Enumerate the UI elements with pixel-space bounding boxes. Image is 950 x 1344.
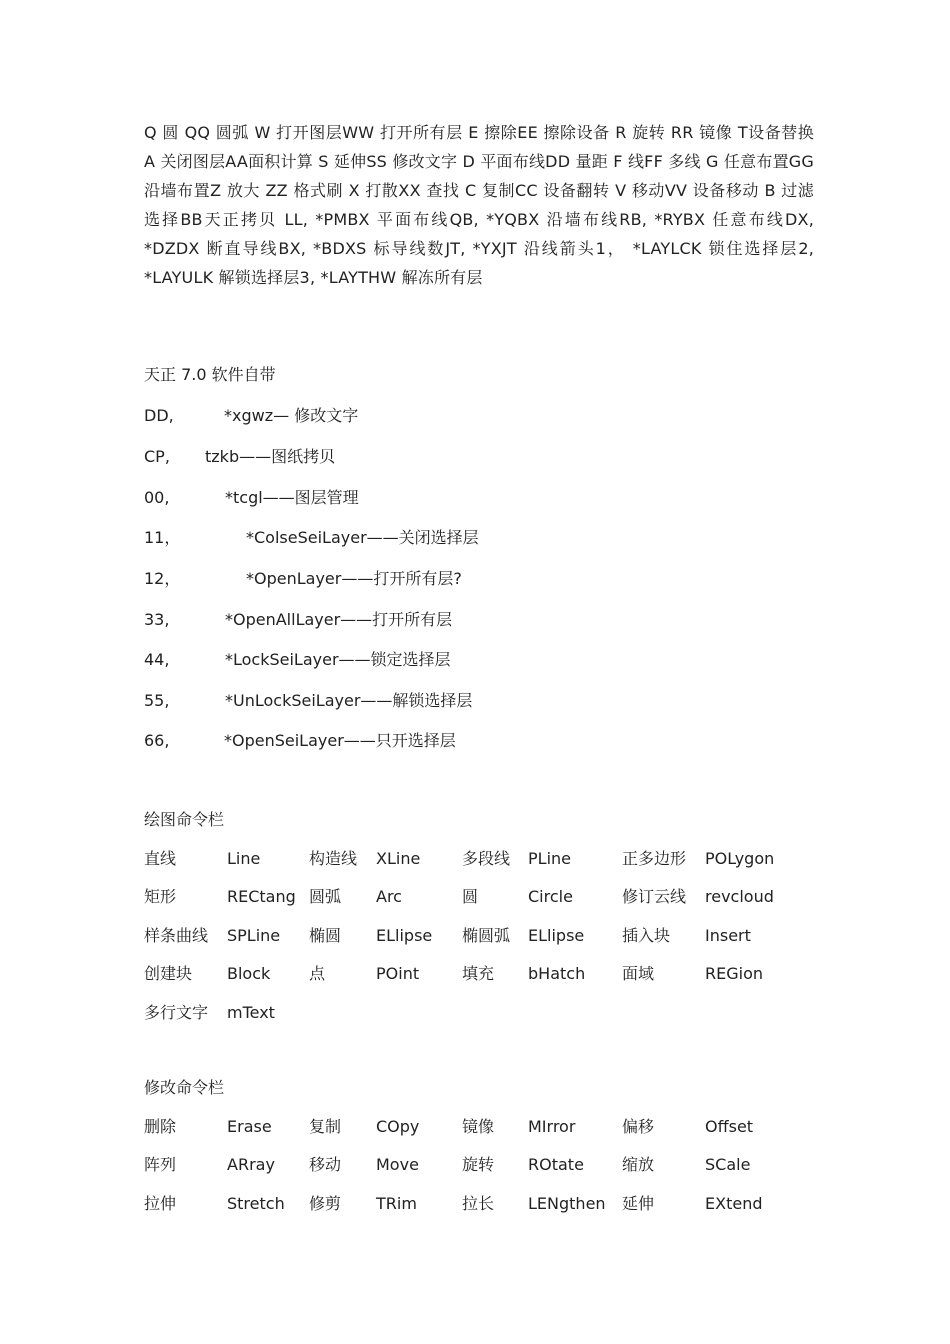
command-name-cn: 复制 <box>309 1117 342 1136</box>
command-name-cn: 镜像 <box>462 1117 495 1136</box>
command-name-en: XLine <box>376 849 421 868</box>
command-name-en: POint <box>376 964 420 984</box>
command-name-cn: 旋转 <box>462 1155 495 1175</box>
tangent-command: *tcgl——图层管理 <box>225 488 359 507</box>
command-name-cn: 拉伸 <box>144 1193 177 1213</box>
command-name-en: EXtend <box>705 1193 763 1213</box>
command-name-cn: 多段线 <box>462 849 511 868</box>
command-name-en: SCale <box>705 1155 751 1175</box>
command-name-cn: 椭圆弧 <box>462 925 511 945</box>
tangent-key: 12， <box>144 569 181 588</box>
command-name-en: TRim <box>376 1193 417 1213</box>
command-name-cn: 延伸 <box>622 1193 655 1213</box>
command-name-en: ELlipse <box>528 925 585 945</box>
tangent-line <box>144 488 359 508</box>
tangent-command: *OpenAllLayer——打开所有层 <box>225 610 453 629</box>
tangent-command: *ColseSeiLayer——关闭选择层 <box>246 528 479 547</box>
command-name-cn: 删除 <box>144 1117 177 1136</box>
command-name-cn: 移动 <box>309 1155 342 1175</box>
command-name-cn: 椭圆 <box>309 925 342 945</box>
tangent-command: *LockSeiLayer——锁定选择层 <box>225 650 451 669</box>
command-row <box>144 1154 844 1176</box>
command-name-en: Stretch <box>227 1193 285 1213</box>
command-name-en: Line <box>227 849 261 868</box>
tangent-command: *xgwz— 修改文字 <box>224 406 359 425</box>
tangent-key: 55, <box>144 691 170 710</box>
command-name-cn: 矩形 <box>144 887 177 907</box>
tangent-command: tzkb——图纸拷贝 <box>205 447 336 466</box>
command-row <box>144 1002 844 1024</box>
command-name-cn: 多行文字 <box>144 1002 209 1022</box>
command-name-en: revcloud <box>705 887 774 907</box>
command-row <box>144 886 844 908</box>
tangent-line <box>144 528 479 548</box>
tangent-line <box>144 447 335 467</box>
command-name-cn: 修剪 <box>309 1193 342 1213</box>
command-row <box>144 925 844 947</box>
tangent-key: CP, <box>144 447 170 466</box>
command-name-cn: 插入块 <box>622 925 671 945</box>
command-name-en: Move <box>376 1155 419 1175</box>
command-name-en: Arc <box>376 887 402 907</box>
tangent-key: 66, <box>144 731 170 750</box>
tangent-line <box>144 569 462 589</box>
shortcut-paragraph: Q 圆 QQ 圆弧 W 打开图层WW 打开所有层 E 擦除EE 擦除设备 R 旋转 RR 镜像 T设备替换 A 关闭图层AA面积计算 S 延伸SS 修改文字 D 平面布线DD 量距 F 线FF 多线 G 任意布置GG沿墙布置Z 放大 ZZ 格式刷 X 打散XX 查找 C 复制CC 设备翻转 V 移动VV 设备移动 B 过滤选择BB天正拷贝 LL, *PMBX 平面布线QB, *YQBX 沿墙布线RB, *RYBX 任意布线DX, *DZDX 断直导线BX, *BDXS 标导线数JT, *YXJT 沿线箭头1， *LAYLCK 锁住选择层2, *LAYULK 解锁选择层3, *LAYTHW 解冻所有层 <box>144 123 814 287</box>
command-name-cn: 正多边形 <box>622 849 687 868</box>
tangent-key: 00, <box>144 488 170 507</box>
command-name-cn: 阵列 <box>144 1155 177 1175</box>
command-row <box>144 963 844 985</box>
command-name-en: Insert <box>705 925 751 945</box>
command-row <box>144 848 844 870</box>
tangent-command: *OpenSeiLayer——只开选择层 <box>224 731 456 750</box>
command-name-en: ELlipse <box>376 925 433 945</box>
command-name-cn: 样条曲线 <box>144 925 209 945</box>
tangent-command: *OpenLayer——打开所有层? <box>246 569 462 588</box>
command-name-en: mText <box>227 1002 275 1022</box>
command-name-cn: 面域 <box>622 964 655 984</box>
command-name-cn: 直线 <box>144 849 177 868</box>
command-name-cn: 修订云线 <box>622 887 687 907</box>
tangent-heading: 天正 7.0 软件自带 <box>144 365 276 384</box>
command-name-cn: 圆弧 <box>309 887 342 907</box>
command-name-en: RECtang <box>227 887 296 907</box>
tangent-key: DD, <box>144 406 174 425</box>
command-name-en: Circle <box>528 887 573 907</box>
command-name-cn: 创建块 <box>144 964 193 984</box>
command-name-en: REGion <box>705 964 763 984</box>
command-name-en: POLygon <box>705 849 775 868</box>
command-name-en: Block <box>227 964 271 984</box>
command-name-en: bHatch <box>528 964 586 984</box>
tangent-key: 33, <box>144 610 170 629</box>
command-name-cn: 缩放 <box>622 1155 655 1175</box>
tangent-line <box>144 610 452 630</box>
command-name-en: Erase <box>227 1117 272 1136</box>
command-name-en: PLine <box>528 849 571 868</box>
command-name-cn: 拉长 <box>462 1193 495 1213</box>
tangent-line <box>144 406 358 426</box>
command-row <box>144 1116 844 1138</box>
tangent-line <box>144 691 472 711</box>
command-name-en: MIrror <box>528 1117 576 1136</box>
draw-heading: 绘图命令栏 <box>144 810 225 829</box>
tangent-key: 11， <box>144 528 181 547</box>
modify-heading: 修改命令栏 <box>144 1078 225 1097</box>
command-name-en: COpy <box>376 1117 420 1136</box>
tangent-key: 44, <box>144 650 170 669</box>
command-name-en: ROtate <box>528 1155 584 1175</box>
command-name-en: Offset <box>705 1117 754 1136</box>
tangent-line <box>144 650 451 670</box>
command-name-cn: 圆 <box>462 887 479 907</box>
command-name-en: ARray <box>227 1155 275 1175</box>
command-name-cn: 填充 <box>462 964 495 984</box>
command-name-cn: 构造线 <box>309 849 358 868</box>
tangent-line <box>144 731 456 751</box>
tangent-command: *UnLockSeiLayer——解锁选择层 <box>225 691 473 710</box>
command-row <box>144 1193 844 1215</box>
command-name-cn: 偏移 <box>622 1117 655 1136</box>
command-name-en: SPLine <box>227 925 281 945</box>
command-name-en: LENgthen <box>528 1193 606 1213</box>
command-name-cn: 点 <box>309 964 326 984</box>
